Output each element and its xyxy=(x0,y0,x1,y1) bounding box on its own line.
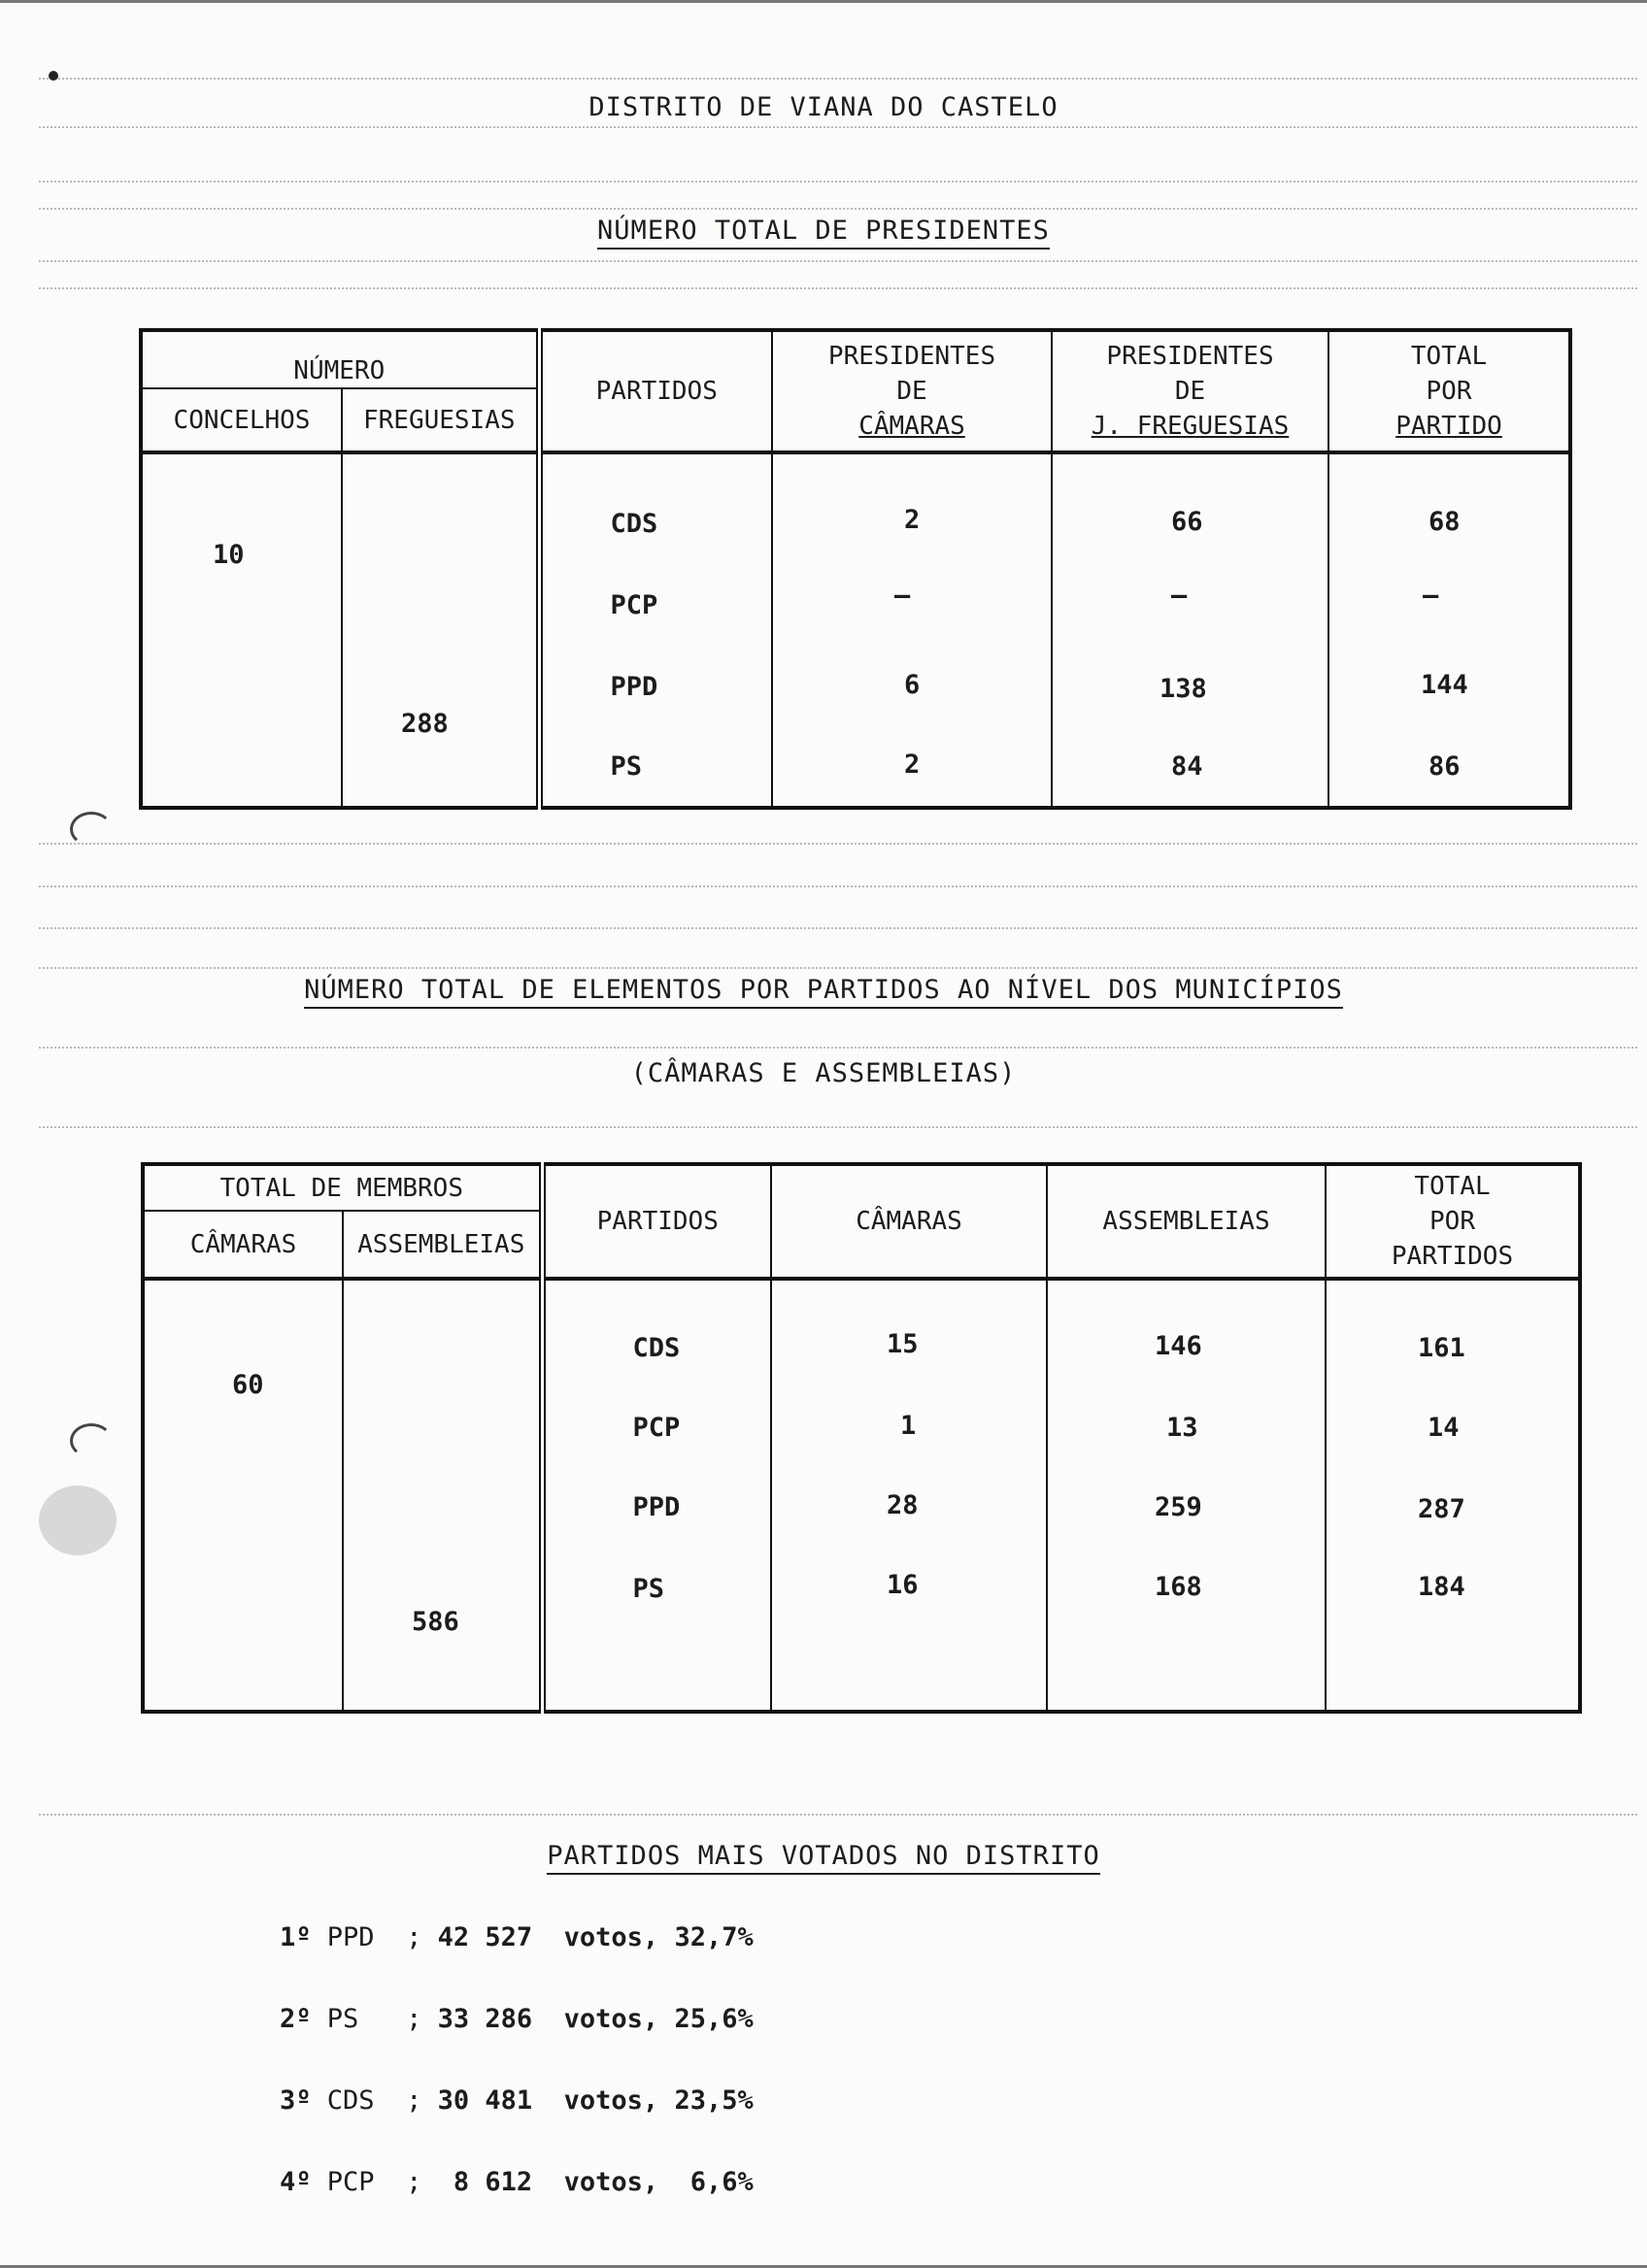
assembleias-value: 146 xyxy=(1155,1331,1202,1361)
header-presidentes-freguesias: PRESIDENTES DE J. FREGUESIAS xyxy=(1052,330,1328,452)
header-membros-assembleias: ASSEMBLEIAS xyxy=(343,1211,542,1279)
header-membros-camaras: CÂMARAS xyxy=(143,1211,343,1279)
section3-title: PARTIDOS MAIS VOTADOS NO DISTRITO xyxy=(0,1841,1647,1875)
presidentes-freguesias-column xyxy=(1052,452,1328,808)
rank-percent: 23,5% xyxy=(674,2085,754,2116)
rank-percent: 6,6% xyxy=(689,2167,754,2197)
header-concelhos: CONCELHOS xyxy=(141,388,342,452)
ranking-item: 3º CDS ; 30 481 votos, 23,5% xyxy=(280,2085,754,2116)
concelhos-cell xyxy=(141,452,342,808)
rank-votes: 30 481 xyxy=(437,2085,533,2116)
presidentes-camaras-column xyxy=(772,452,1052,808)
presidents-table xyxy=(139,328,1572,810)
rank-votes: 33 286 xyxy=(437,2004,533,2034)
assembleias-value: 259 xyxy=(1155,1492,1202,1522)
presidentes-camaras-value: 2 xyxy=(904,750,921,780)
ruled-line xyxy=(39,260,1637,262)
punch-hole-mark xyxy=(70,812,113,847)
ruled-line xyxy=(39,843,1637,845)
total-por-partidos-value: 184 xyxy=(1418,1572,1465,1602)
camaras-value: 16 xyxy=(887,1570,919,1600)
header-freguesias: FREGUESIAS xyxy=(342,388,539,452)
ruled-line xyxy=(39,78,1637,80)
header-camaras: CÂMARAS xyxy=(771,1164,1047,1279)
rank-number: 4º xyxy=(280,2167,312,2197)
section1-title: NÚMERO TOTAL DE PRESIDENTES xyxy=(0,216,1647,250)
party-name: PCP xyxy=(632,1413,681,1443)
party-name: PPD xyxy=(632,1492,681,1522)
ranking-item: 4º PCP ; 8 612 votos, 6,6% xyxy=(280,2167,754,2197)
rank-votes-label: votos, xyxy=(563,2004,659,2034)
rank-votes: 8 612 xyxy=(453,2167,533,2197)
rank-percent: 32,7% xyxy=(674,1922,754,1952)
party-name: PS xyxy=(610,751,643,782)
assembleias-value: 13 xyxy=(1166,1413,1198,1443)
ruled-line xyxy=(39,1047,1637,1049)
total-por-partido-value: 144 xyxy=(1421,670,1468,700)
presidentes-camaras-value: 2 xyxy=(904,505,921,535)
presidentes-freguesias-value: — xyxy=(1171,581,1188,611)
header-total-por-partidos: TOTAL POR PARTIDOS xyxy=(1326,1164,1580,1279)
freguesias-cell xyxy=(342,452,539,808)
header-presidentes-camaras: PRESIDENTES DE CÂMARAS xyxy=(772,330,1052,452)
ruled-line xyxy=(39,885,1637,887)
total-por-partidos-value: 14 xyxy=(1428,1413,1460,1443)
header-numero: NÚMERO xyxy=(141,330,539,388)
partidos-column xyxy=(539,452,772,808)
rank-party: PCP xyxy=(326,2167,375,2197)
total-por-partidos-column xyxy=(1326,1279,1580,1712)
ruled-line xyxy=(39,927,1637,929)
rank-number: 2º xyxy=(280,2004,312,2034)
header-partidos: PARTIDOS xyxy=(542,1164,771,1279)
presidentes-freguesias-value: 66 xyxy=(1171,507,1203,537)
margin-dot xyxy=(49,71,58,81)
party-name: PCP xyxy=(610,590,658,620)
ruled-line xyxy=(39,1814,1637,1816)
rank-number: 1º xyxy=(280,1922,312,1952)
freguesias-value: 288 xyxy=(401,709,449,739)
page-top-edge xyxy=(0,0,1647,3)
rank-votes-label: votos, xyxy=(563,2167,659,2197)
total-por-partido-value: — xyxy=(1423,581,1439,611)
membros-camaras-cell xyxy=(143,1279,343,1712)
membros-assembleias-cell xyxy=(343,1279,542,1712)
assembleias-value: 168 xyxy=(1155,1572,1202,1602)
members-table xyxy=(141,1162,1582,1714)
presidentes-camaras-value: — xyxy=(894,581,911,611)
ruled-line xyxy=(39,1126,1637,1128)
ranking-item: 2º PS ; 33 286 votos, 25,6% xyxy=(280,2004,754,2034)
rank-votes: 42 527 xyxy=(437,1922,533,1952)
total-por-partido-column xyxy=(1328,452,1570,808)
total-por-partido-value: 86 xyxy=(1429,751,1461,782)
rank-votes-label: votos, xyxy=(563,1922,659,1952)
punch-hole-mark xyxy=(70,1423,113,1458)
camaras-value: 1 xyxy=(900,1411,917,1441)
header-assembleias: ASSEMBLEIAS xyxy=(1047,1164,1326,1279)
header-total-de-membros: TOTAL DE MEMBROS xyxy=(143,1164,542,1211)
header-total-por-partido: TOTAL POR PARTIDO xyxy=(1328,330,1570,452)
camaras-value: 28 xyxy=(887,1490,919,1520)
concelhos-value: 10 xyxy=(213,540,245,570)
rank-party: CDS xyxy=(326,2085,375,2116)
district-title: DISTRITO DE VIANA DO CASTELO xyxy=(588,92,1059,122)
ruled-line xyxy=(39,208,1637,210)
membros-assembleias-value: 586 xyxy=(412,1607,459,1637)
presidentes-freguesias-value: 84 xyxy=(1171,751,1203,782)
ruled-line xyxy=(39,287,1637,289)
camaras-column xyxy=(771,1279,1047,1712)
ranking-item: 1º PPD ; 42 527 votos, 32,7% xyxy=(280,1922,754,1952)
partidos-column xyxy=(542,1279,771,1712)
presidentes-freguesias-value: 138 xyxy=(1160,674,1207,704)
party-name: CDS xyxy=(632,1333,681,1363)
total-por-partidos-value: 161 xyxy=(1418,1333,1465,1363)
camaras-value: 15 xyxy=(887,1329,919,1359)
section2-subtitle: (CÂMARAS E ASSEMBLEIAS) xyxy=(630,1058,1017,1088)
rank-percent: 25,6% xyxy=(674,2004,754,2034)
party-name: PS xyxy=(632,1574,665,1604)
party-name: PPD xyxy=(610,672,658,702)
total-por-partido-value: 68 xyxy=(1429,507,1461,537)
header-partidos: PARTIDOS xyxy=(539,330,772,452)
ruled-line xyxy=(39,181,1637,183)
membros-camaras-value: 60 xyxy=(232,1370,264,1400)
presidentes-camaras-value: 6 xyxy=(904,670,921,700)
punch-hole-mark xyxy=(39,1485,117,1555)
section2-title: NÚMERO TOTAL DE ELEMENTOS POR PARTIDOS AO NÍVEL DOS MUNICÍPIOS xyxy=(0,975,1647,1009)
rank-party: PPD xyxy=(326,1922,375,1952)
ruled-line xyxy=(39,126,1637,128)
ruled-line xyxy=(39,967,1637,969)
assembleias-column xyxy=(1047,1279,1326,1712)
total-por-partidos-value: 287 xyxy=(1418,1494,1465,1524)
rank-votes-label: votos, xyxy=(563,2085,659,2116)
rank-party: PS xyxy=(326,2004,359,2034)
party-name: CDS xyxy=(610,509,658,539)
rank-number: 3º xyxy=(280,2085,312,2116)
